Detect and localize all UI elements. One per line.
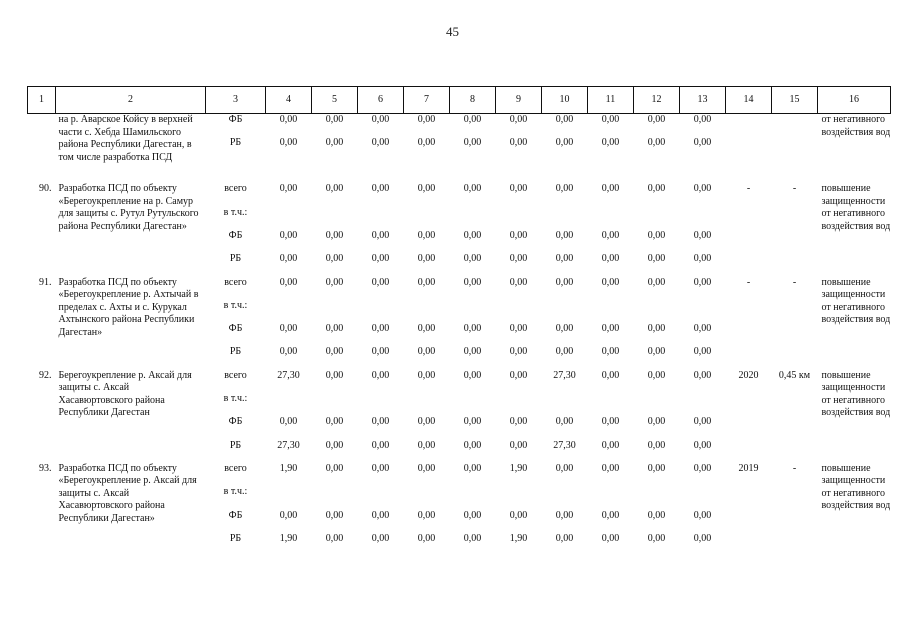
amount-cell [266,207,312,230]
amount-cell [404,207,450,230]
table-row [28,463,891,486]
amount-cell: 0,00 [463,114,482,125]
amount-cell: 0,00 [325,462,344,474]
amount-cell: 0,00 [463,136,482,148]
amount-cell [680,486,726,509]
amount-cell: 0,00 [371,462,390,474]
item-name: Разработка ПСД по объекту «Берегоукрепление р. Аксай для защиты с. Аксай Хасавюртовского района Республики Дагестан» [58,462,197,524]
funding-source: ФБ [228,323,243,335]
amount-cell: 0,00 [647,439,666,451]
amount-cell: 0,00 [325,253,344,265]
amount-cell: 0,00 [693,369,712,381]
amount-cell: 0,00 [509,416,528,428]
header-col-11: 11 [588,87,634,114]
amount-cell [312,300,358,323]
amount-cell: 0,00 [417,416,436,428]
amount-cell: 0,00 [371,323,390,335]
amount-cell [450,207,496,230]
amount-cell: 0,00 [693,253,712,265]
funding-source: РБ [229,532,242,544]
funding-source: всего [224,462,247,474]
amount-cell: 0,00 [647,276,666,288]
amount-cell [634,160,680,183]
amount-cell: 0,00 [509,346,528,358]
amount-cell [358,300,404,323]
amount-cell: 0,00 [647,462,666,474]
amount-cell [450,300,496,323]
amount-cell: 0,00 [463,509,482,521]
amount-cell: 0,00 [601,183,620,195]
amount-cell: 0,00 [647,346,666,358]
amount-cell [634,207,680,230]
completion-year: - [746,276,751,288]
amount-cell [588,300,634,323]
amount-cell: 0,00 [463,369,482,381]
amount-cell: 0,00 [463,532,482,544]
amount-cell: 0,00 [463,276,482,288]
amount-cell: 0,00 [325,323,344,335]
amount-cell: 0,00 [371,136,390,148]
funding-source: в т.ч.: [223,393,248,405]
amount-cell: 0,00 [325,136,344,148]
capacity: - [792,462,797,474]
amount-cell: 0,00 [693,346,712,358]
amount-cell [496,486,542,509]
amount-cell [404,486,450,509]
amount-cell [266,486,312,509]
page-number: 45 [446,24,459,39]
table-row [28,183,891,206]
amount-cell: 0,00 [371,114,390,125]
amount-cell: 0,00 [417,276,436,288]
amount-cell: 0,00 [463,416,482,428]
amount-cell: 0,00 [417,253,436,265]
header-col-16: 16 [818,87,891,114]
amount-cell: 0,00 [647,416,666,428]
amount-cell: 0,00 [371,276,390,288]
amount-cell: 1,90 [509,532,528,544]
amount-cell [588,486,634,509]
amount-cell: 0,00 [417,323,436,335]
amount-cell: 0,00 [509,369,528,381]
amount-cell: 1,90 [279,532,298,544]
amount-cell: 0,00 [279,416,298,428]
amount-cell: 0,00 [601,253,620,265]
funding-source: ФБ [228,416,243,428]
amount-cell: 0,00 [371,183,390,195]
amount-cell: 0,00 [417,114,436,125]
table-header [28,87,891,114]
amount-cell: 0,00 [417,229,436,241]
item-number: 91. [39,276,52,288]
funding-source: РБ [229,439,242,451]
item-number: 92. [39,369,52,381]
amount-cell: 0,00 [601,532,620,544]
amount-cell: 0,00 [325,369,344,381]
amount-cell: 1,90 [279,462,298,474]
table-row [28,370,891,393]
item-number: 90. [39,183,52,195]
amount-cell: 0,00 [417,532,436,544]
amount-cell [312,393,358,416]
amount-cell: 0,00 [693,416,712,428]
amount-cell: 0,00 [325,346,344,358]
amount-cell [358,207,404,230]
amount-cell: 0,00 [279,229,298,241]
amount-cell [450,393,496,416]
amount-cell: 0,00 [279,346,298,358]
amount-cell [404,300,450,323]
amount-cell: 0,00 [555,229,574,241]
amount-cell: 0,00 [509,183,528,195]
funding-source: в т.ч.: [223,486,248,498]
amount-cell [542,486,588,509]
amount-cell: 0,00 [693,183,712,195]
expected-result: повышение защищенности от негативного воздействия вод [821,183,891,232]
amount-cell: 0,00 [463,253,482,265]
amount-cell: 0,00 [417,462,436,474]
amount-cell: 0,00 [647,509,666,521]
funding-source: в т.ч.: [223,206,248,218]
amount-cell: 0,00 [601,136,620,148]
amount-cell: 0,00 [463,462,482,474]
amount-cell: 0,00 [509,229,528,241]
amount-cell: 0,00 [417,509,436,521]
header-col-4: 4 [266,87,312,114]
capacity: 0,45 км [778,369,811,381]
amount-cell [542,393,588,416]
amount-cell: 0,00 [325,416,344,428]
header-col-3: 3 [206,87,266,114]
amount-cell [680,207,726,230]
capacity: - [792,183,797,195]
amount-cell: 0,00 [693,439,712,451]
amount-cell: 0,00 [601,369,620,381]
amount-cell: 0,00 [417,346,436,358]
amount-cell: 0,00 [601,346,620,358]
amount-cell: 0,00 [555,136,574,148]
amount-cell: 0,00 [417,136,436,148]
item-number: 93. [39,462,52,474]
amount-cell: 0,00 [555,416,574,428]
amount-cell [404,160,450,183]
amount-cell: 0,00 [693,532,712,544]
amount-cell [450,160,496,183]
amount-cell: 0,00 [555,114,574,125]
amount-cell [358,393,404,416]
capacity: - [792,276,797,288]
amount-cell [450,486,496,509]
amount-cell [542,207,588,230]
amount-cell [266,160,312,183]
item-number [28,114,56,184]
amount-cell: 0,00 [601,114,620,125]
amount-cell: 0,00 [371,369,390,381]
amount-cell: 0,00 [463,183,482,195]
amount-cell: 0,00 [463,439,482,451]
amount-cell [680,160,726,183]
amount-cell: 27,30 [553,369,576,381]
amount-cell: 0,00 [371,346,390,358]
header-col-2: 2 [56,87,206,114]
amount-cell: 0,00 [509,323,528,335]
amount-cell: 1,90 [509,462,528,474]
amount-cell: 0,00 [555,323,574,335]
amount-cell: 0,00 [693,509,712,521]
funding-source [206,160,266,183]
amount-cell: 0,00 [693,229,712,241]
amount-cell: 0,00 [325,229,344,241]
amount-cell [588,393,634,416]
item-name: Берегоукрепление р. Аксай для защиты с. Аксай Хасавюртовского района Республики Дагестан [58,369,192,419]
amount-cell: 27,30 [277,369,300,381]
amount-cell: 0,00 [647,253,666,265]
amount-cell: 0,00 [555,509,574,521]
header-col-12: 12 [634,87,680,114]
amount-cell: 0,00 [371,229,390,241]
amount-cell [542,300,588,323]
capacity [772,114,818,184]
amount-cell: 0,00 [279,276,298,288]
header-col-1: 1 [28,87,56,114]
amount-cell: 0,00 [371,416,390,428]
completion-year [726,114,772,184]
amount-cell: 0,00 [555,253,574,265]
amount-cell: 0,00 [509,509,528,521]
amount-cell: 0,00 [693,136,712,148]
amount-cell: 0,00 [325,509,344,521]
amount-cell: 0,00 [279,114,298,125]
amount-cell: 0,00 [371,532,390,544]
header-col-6: 6 [358,87,404,114]
completion-year: 2020 [738,369,759,381]
amount-cell [680,393,726,416]
funding-source: всего [224,183,247,195]
amount-cell: 0,00 [555,276,574,288]
amount-cell: 0,00 [509,253,528,265]
amount-cell: 0,00 [693,462,712,474]
header-col-7: 7 [404,87,450,114]
amount-cell: 0,00 [371,439,390,451]
amount-cell: 0,00 [555,346,574,358]
amount-cell: 0,00 [601,323,620,335]
amount-cell: 0,00 [417,369,436,381]
amount-cell [266,300,312,323]
amount-cell: 0,00 [279,253,298,265]
amount-cell: 0,00 [325,532,344,544]
table-row [28,277,891,300]
amount-cell [588,160,634,183]
item-name: Разработка ПСД по объекту «Берегоукрепление р. Ахтычай в пределах с. Ахты и с. Курукал Ахтынского района Республики Дагестан» [58,276,199,338]
amount-cell: 0,00 [463,346,482,358]
amount-cell: 0,00 [371,509,390,521]
amount-cell: 0,00 [509,439,528,451]
amount-cell: 0,00 [693,114,712,125]
amount-cell: 0,00 [601,509,620,521]
amount-cell: 0,00 [463,323,482,335]
amount-cell [312,160,358,183]
amount-cell: 0,00 [647,532,666,544]
amount-cell [358,486,404,509]
amount-cell: 0,00 [647,229,666,241]
funding-source: всего [224,369,247,381]
amount-cell: 0,00 [417,439,436,451]
amount-cell: 0,00 [555,532,574,544]
amount-cell: 0,00 [647,183,666,195]
amount-cell: 0,00 [601,462,620,474]
amount-cell [266,393,312,416]
expected-result: от негативного воздействия вод [821,114,891,138]
funding-source: всего [224,276,247,288]
amount-cell: 0,00 [279,323,298,335]
amount-cell [634,393,680,416]
completion-year: - [746,183,751,195]
funding-source: ФБ [228,509,243,521]
amount-cell: 0,00 [555,183,574,195]
header-col-14: 14 [726,87,772,114]
table-body [28,114,891,557]
amount-cell: 0,00 [647,323,666,335]
amount-cell: 0,00 [601,439,620,451]
header-col-10: 10 [542,87,588,114]
amount-cell: 0,00 [509,114,528,125]
amount-cell: 0,00 [693,323,712,335]
item-name: на р. Аварское Койсу в верхней части с. Хебда Шамильского района Республики Дагестан, в том числе разработка ПСД [58,114,193,163]
amount-cell [312,486,358,509]
amount-cell: 0,00 [279,509,298,521]
table-row [28,114,891,137]
amount-cell [358,160,404,183]
amount-cell: 0,00 [463,229,482,241]
amount-cell: 27,30 [277,439,300,451]
amount-cell [496,207,542,230]
header-col-13: 13 [680,87,726,114]
amount-cell: 0,00 [325,439,344,451]
amount-cell [542,160,588,183]
header-col-8: 8 [450,87,496,114]
amount-cell: 0,00 [325,276,344,288]
amount-cell: 27,30 [553,439,576,451]
item-name: Разработка ПСД по объекту «Берегоукрепление на р. Самур для защиты с. Рутул Рутульского района Республики Дагестан» [58,183,199,232]
expected-result: повышение защищенности от негативного воздействия вод [821,369,891,419]
header-col-5: 5 [312,87,358,114]
amount-cell [404,393,450,416]
amount-cell: 0,00 [325,114,344,125]
expected-result: повышение защищенности от негативного воздействия вод [821,462,891,512]
amount-cell [588,207,634,230]
amount-cell: 0,00 [371,253,390,265]
amount-cell: 0,00 [647,114,666,125]
funding-source: ФБ [228,229,243,241]
amount-cell: 0,00 [647,136,666,148]
amount-cell: 0,00 [601,276,620,288]
amount-cell [312,207,358,230]
amount-cell [496,393,542,416]
expected-result: повышение защищенности от негативного воздействия вод [821,276,891,326]
funding-source: РБ [229,346,242,358]
funding-source: РБ [229,136,242,148]
amount-cell: 0,00 [555,462,574,474]
amount-cell: 0,00 [279,183,298,195]
funding-source: РБ [229,253,242,265]
completion-year: 2019 [738,462,759,474]
header-col-9: 9 [496,87,542,114]
funding-source: в т.ч.: [223,299,248,311]
funding-source: ФБ [228,114,243,125]
amount-cell: 0,00 [647,369,666,381]
amount-cell: 0,00 [509,276,528,288]
amount-cell [634,486,680,509]
budget-table [27,86,891,556]
amount-cell: 0,00 [325,183,344,195]
amount-cell: 0,00 [279,136,298,148]
amount-cell: 0,00 [601,416,620,428]
amount-cell [634,300,680,323]
amount-cell: 0,00 [693,276,712,288]
amount-cell: 0,00 [601,229,620,241]
amount-cell: 0,00 [509,136,528,148]
amount-cell [496,160,542,183]
amount-cell: 0,00 [417,183,436,195]
header-col-15: 15 [772,87,818,114]
amount-cell [496,300,542,323]
amount-cell [680,300,726,323]
